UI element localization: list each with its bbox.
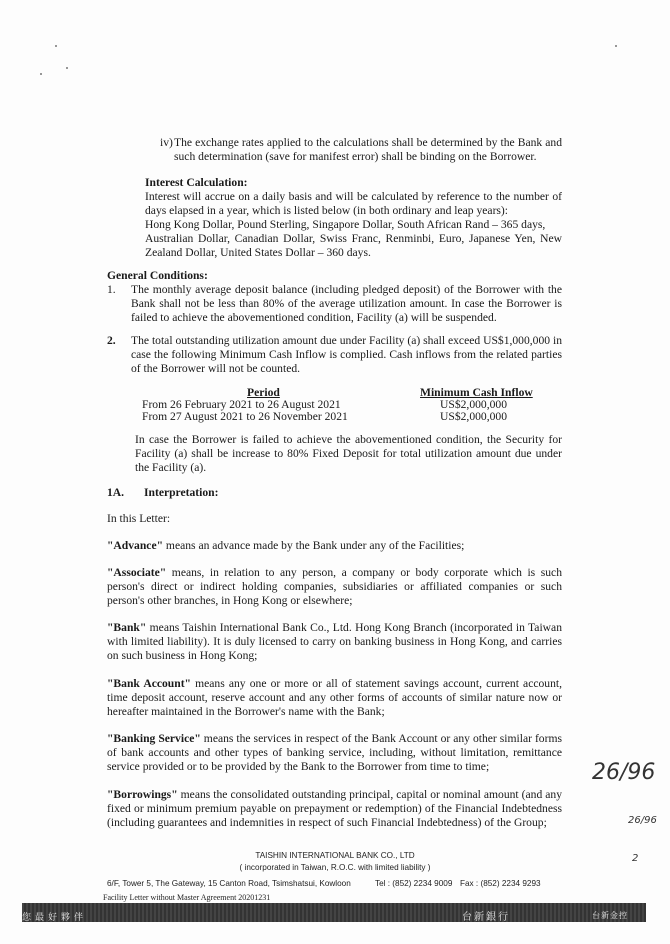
condition-2: The total outstanding utilization amount due under Facility (a) shall exceed US$1,000,000 in case the following Minimum Cash Inflow is complied. Cash inflows from the related parties of the Borrower will not be counted. [131,334,562,375]
term: "Borrowings" [107,788,178,801]
table-amount: US$2,000,000 [440,410,507,423]
term: "Bank" [107,621,147,634]
definition-text: means Taishin International Bank Co., Ltd. Hong Kong Branch (incorporated in Taiwan with limited liability). It is duly licensed to carry on banking business in Hong Kong, and carries on such business in Hong Kong; [107,621,562,662]
section-heading: Interpretation: [144,486,219,499]
table-period: From 27 August 2021 to 26 November 2021 [142,410,348,423]
taishin-logo: 台新銀行 [462,912,510,923]
condition-number: 2. [107,334,116,347]
interest-360: Australian Dollar, Canadian Dollar, Swiss Franc, Renminbi, Euro, Japanese Yen, New Zealand Dollar, United States Dollar – 360 days. [145,232,562,259]
definition-text: means an advance made by the Bank under any of the Facilities; [163,539,465,552]
table-header-inflow: Minimum Cash Inflow [420,386,533,399]
condition-number: 1. [107,283,116,296]
footer-incorporation: ( incorporated in Taiwan, R.O.C. with limited liability ) [239,863,431,872]
footer-doc-ref: Facility Letter without Master Agreement 20201231 [103,893,271,902]
scan-speck [615,45,617,47]
definition-advance [107,539,562,553]
definition-banking-service [107,732,562,774]
interest-365: Hong Kong Dollar, Pound Sterling, Singapore Dollar, South African Rand – 365 days, [145,218,546,231]
definition-borrowings [107,788,562,830]
table-amount: US$2,000,000 [440,398,507,411]
definition-text: means any one or more or all of statement savings account, current account, time deposit account, reserve account and any other forms of accounts of similar nature now or hereafter maintained in the Borrower's name with the Bank; [107,677,562,718]
interest-heading: Interest Calculation: [145,176,248,189]
definition-text: means the consolidated outstanding principal, capital or nominal amount (and any fixed or minimum premium payable on prepayment or redemption) of the Financial Indebtedness (including guarantees and indemnities in respect of such Financial Indebtedness) of the Group; [107,788,562,829]
taishin-holdings-logo: 台新金控 [592,911,628,920]
footer-fax: Fax : (852) 2234 9293 [460,879,541,888]
footer-brand-band [22,903,646,922]
definition-associate [107,566,562,608]
security-clause: In case the Borrower is failed to achieve the abovementioned condition, the Security for Facility (a) shall be increase to 80% Fixed Deposit for total utilization amount due under the Facility (a). [135,433,562,474]
intro-text: In this Letter: [107,512,171,525]
term: "Associate" [107,566,167,579]
handwritten-page-count-small: 26/96 [628,815,657,826]
footer-slogan: 您最好夥伴 [22,913,88,923]
definition-text: means, in relation to any person, a company or body corporate which is such person's direct or indirect holding companies, subsidiaries or affiliated companies or such person's other branches, in Hong Kong or elsewhere; [107,566,562,607]
interest-text: Interest will accrue on a daily basis and will be calculated by reference to the number of days elapsed in a year, which is listed below (in both ordinary and leap years): [145,190,562,217]
definition-bank [107,621,562,663]
handwritten-page-count: 26/96 [592,760,656,785]
term: "Advance" [107,539,164,552]
footer-address: 6/F, Tower 5, The Gateway, 15 Canton Road, Tsimshatsui, Kowloon [107,879,351,888]
general-heading: General Conditions: [107,269,208,282]
exchange-rate-clause: The exchange rates applied to the calculations shall be determined by the Bank and such determination (save for manifest error) shall be binding on the Borrower. [174,136,562,163]
table-header-period: Period [247,386,280,399]
term: "Bank Account" [107,677,191,690]
footer-bank-name: TAISHIN INTERNATIONAL BANK CO., LTD [255,851,415,860]
definition-bank-account [107,677,562,719]
condition-1: The monthly average deposit balance (including pledged deposit) of the Borrower with the Bank shall not be less than 80% of the average utilization amount. In case the Borrower is failed to achieve the abovementioned condition, Facility (a) will be suspended. [131,283,562,324]
scan-speck [55,45,57,47]
handwritten-page-number: 2 [632,853,639,864]
table-period: From 26 February 2021 to 26 August 2021 [142,398,341,411]
section-number: 1A. [107,486,125,499]
footer-tel: Tel : (852) 2234 9009 [375,879,453,888]
scan-speck [40,73,42,75]
term: "Banking Service" [107,732,201,745]
scan-speck [66,67,68,69]
item-marker: iv) [160,136,173,149]
definition-text: means the services in respect of the Bank Account or any other similar forms of bank accounts and other types of banking service, including, without limitation, remittance service provided or to be provided by the Bank to the Borrower from time to time; [107,732,562,773]
